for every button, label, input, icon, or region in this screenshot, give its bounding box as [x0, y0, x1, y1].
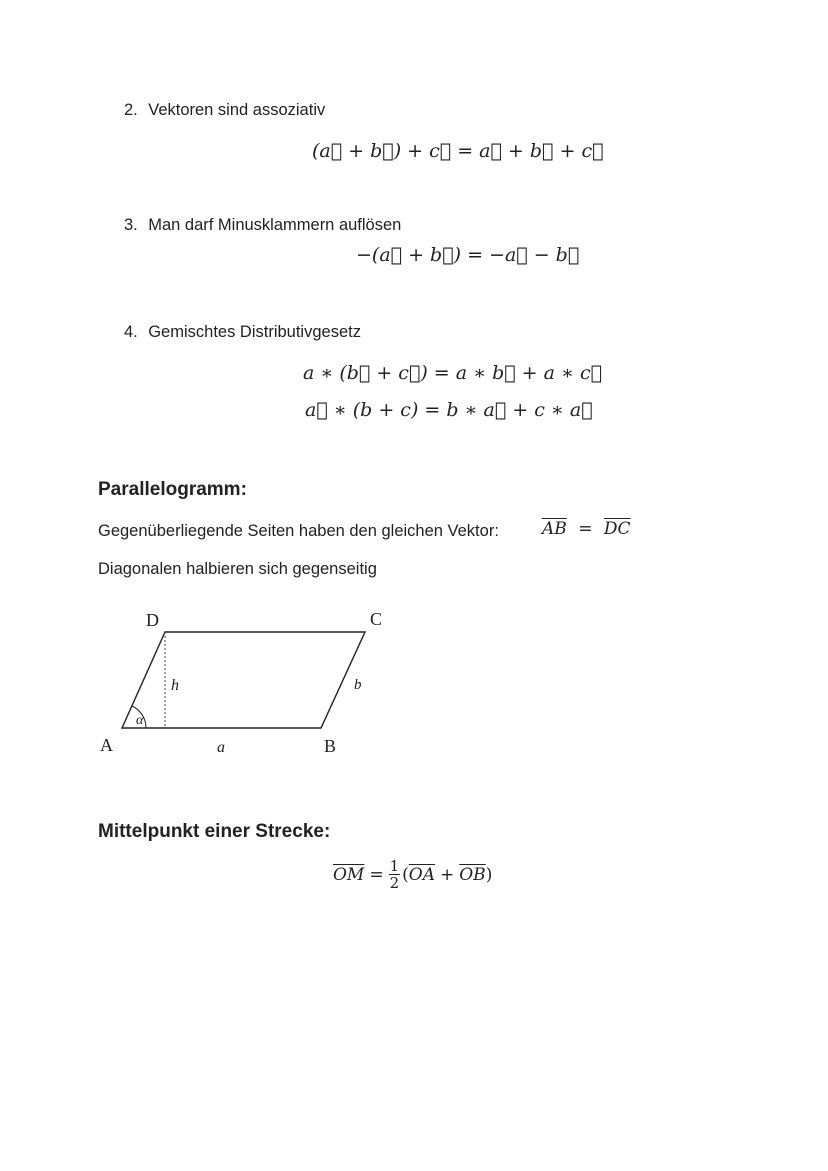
formula-distributive-2: a⃗ ∗ (b + c) = b ∗ a⃗ + c ∗ a⃗: [305, 399, 593, 421]
vector-ab: $\overline{AB}$: [542, 519, 567, 539]
sentence-text: Gegenüberliegende Seiten haben den gleichen Vektor:: [98, 522, 499, 540]
fraction: [389, 858, 401, 891]
vector-dc: $\overline{DC}$: [603, 519, 631, 539]
vector-ob: $\overline{OB}$: [459, 864, 486, 885]
parallelogram-sentence-2: Diagonalen halbieren sich gegenseitig: [98, 560, 377, 578]
heading-mittelpunkt: Mittelpunkt einer Strecke:: [98, 821, 331, 842]
vertex-A: A: [100, 735, 113, 755]
list-item-title: Gemischtes Distributivgesetz: [148, 323, 361, 341]
parallelogram-sentence-1: [98, 522, 499, 541]
list-item-title: Man darf Minusklammern auflösen: [148, 216, 402, 234]
parallelogram-figure: [90, 600, 410, 765]
label-h: h: [171, 677, 179, 694]
list-item-title: Vektoren sind assoziativ: [148, 101, 326, 119]
vertex-D: D: [146, 610, 159, 630]
list-item-3: [124, 216, 401, 235]
list-item-number: 2.: [124, 101, 138, 119]
list-item-number: 4.: [124, 323, 138, 341]
angle-label: α: [136, 713, 144, 728]
formula-distributive-1: a ∗ (b⃗ + c⃗) = a ∗ b⃗ + a ∗ c⃗: [303, 362, 602, 384]
formula-minus-brackets: −(a⃗ + b⃗) = −a⃗ − b⃗: [356, 244, 580, 266]
vector-oa: $\overline{OA}$: [408, 864, 435, 885]
vertex-C: C: [370, 609, 383, 629]
vector-om: $\overline{OM}$: [333, 864, 365, 885]
heading-parallelogramm: Parallelogramm:: [98, 479, 247, 500]
formula-associative: (a⃗ + b⃗) + c⃗ = a⃗ + b⃗ + c⃗: [312, 140, 604, 162]
close-paren: ): [485, 864, 493, 885]
numerator: 1: [389, 857, 400, 875]
vertex-B: B: [324, 736, 337, 756]
equals-sign: =: [369, 864, 384, 885]
label-b: b: [354, 677, 362, 693]
list-item-2: [124, 101, 325, 120]
equals-sign: =: [578, 519, 593, 539]
plus-sign: +: [440, 864, 455, 885]
formula-midpoint: [333, 858, 492, 891]
vector-equation: [542, 519, 630, 539]
list-item-number: 3.: [124, 216, 138, 234]
open-paren: (: [402, 864, 409, 885]
denominator: 2: [389, 874, 400, 892]
parallelogram-shape: [122, 632, 365, 728]
list-item-4: [124, 323, 361, 342]
label-a: a: [217, 739, 225, 756]
